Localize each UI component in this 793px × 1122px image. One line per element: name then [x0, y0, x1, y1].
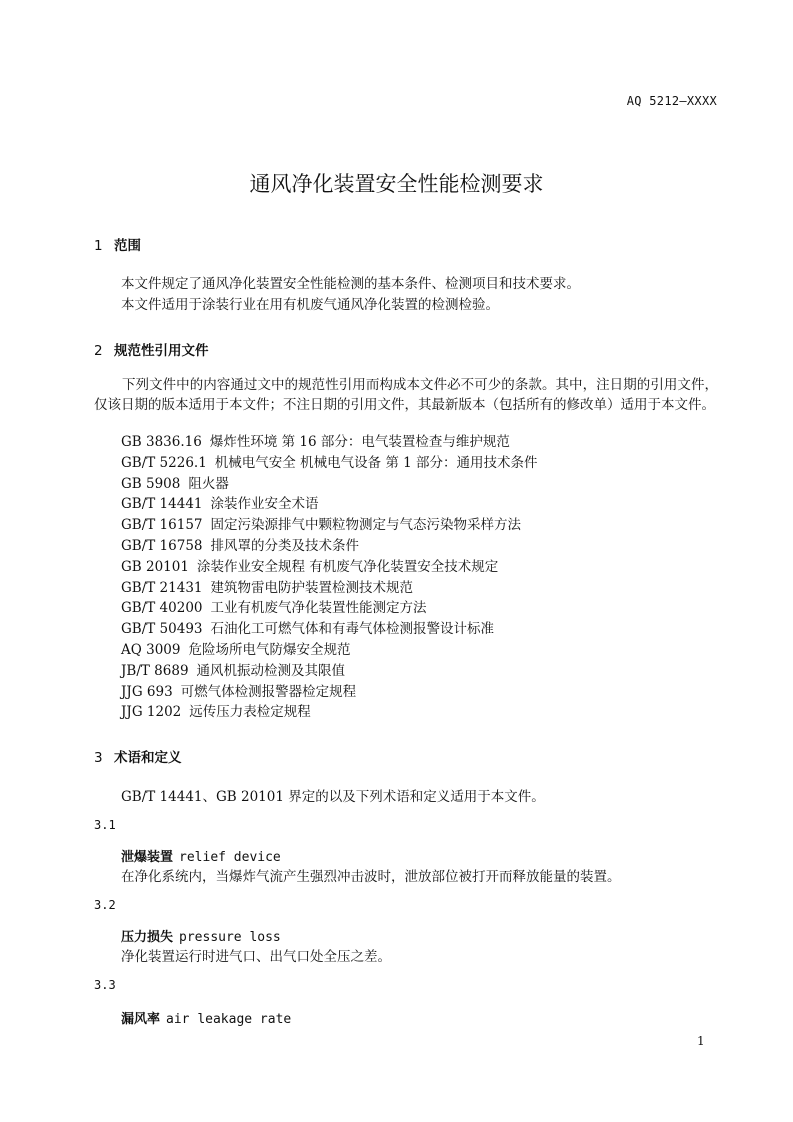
reference-title: 通风机振动检测及其限值	[196, 662, 346, 679]
term-number: 3.1	[94, 818, 116, 832]
term-heading	[121, 926, 281, 945]
reference-code: GB 5908	[121, 475, 181, 492]
scope-paragraph-1: 本文件规定了通风净化装置安全性能检测的基本条件、检测项目和技术要求。	[121, 276, 580, 292]
terms-intro: GB/T 14441、GB 20101 界定的以及下列术语和定义适用于本文件。	[121, 789, 545, 805]
scope-paragraph-2: 本文件适用于涂装行业在用有机废气通风净化装置的检测检验。	[121, 297, 499, 313]
reference-list	[121, 432, 538, 723]
term-en: pressure loss	[179, 930, 281, 945]
reference-title: 固定污染源排气中颗粒物测定与气态污染物采样方法	[210, 517, 521, 534]
page-number: 1	[697, 1034, 705, 1048]
reference-code: GB/T 14441	[121, 496, 203, 513]
term-heading	[121, 846, 281, 865]
reference-code: GB/T 16758	[121, 537, 203, 554]
reference-title: 阻火器	[188, 475, 229, 492]
reference-item	[121, 474, 538, 495]
reference-code: GB 20101	[121, 558, 189, 575]
reference-title: 爆炸性环境 第 16 部分：电气装置检查与维护规范	[209, 434, 510, 450]
reference-item	[121, 432, 538, 453]
section-title: 术语和定义	[114, 750, 182, 766]
reference-item	[121, 661, 538, 682]
section-heading-terms	[94, 746, 182, 766]
term-definition: 在净化系统内，当爆炸气流产生强烈冲击波时，泄放部位被打开而释放能量的装置。	[121, 869, 621, 885]
reference-title: 建筑物雷电防护装置检测技术规范	[210, 579, 413, 596]
term-number: 3.3	[94, 978, 116, 992]
section-title: 范围	[114, 238, 141, 254]
reference-code: AQ 3009	[121, 641, 181, 658]
reference-code: GB/T 40200	[121, 600, 203, 617]
reference-item	[121, 578, 538, 599]
reference-title: 危险场所电气防爆安全规范	[188, 641, 351, 658]
reference-title: 可燃气体检测报警器检定规程	[180, 683, 357, 700]
term-en: relief device	[179, 850, 281, 865]
section-title: 规范性引用文件	[114, 343, 209, 359]
reference-code: JJG 693	[121, 683, 173, 700]
reference-code: GB 3836.16	[121, 434, 202, 450]
reference-code: JJG 1202	[121, 704, 182, 721]
reference-title: 远传压力表检定规程	[189, 704, 311, 721]
reference-title: 石油化工可燃气体和有毒气体检测报警设计标准	[210, 621, 494, 638]
term-zh: 压力损失	[121, 930, 174, 945]
term-zh: 漏风率	[121, 1012, 161, 1027]
references-intro: 下列文件中的内容通过文中的规范性引用而构成本文件必不可少的条款。其中，注日期的引用文件，仅该日期的版本适用于本文件；不注日期的引用文件，其最新版本（包括所有的修改单）适用于本文件。	[94, 377, 718, 413]
reference-code: GB/T 50493	[121, 621, 203, 638]
term-heading	[121, 1008, 291, 1027]
reference-title: 涂装作业安全术语	[210, 496, 319, 513]
reference-item	[121, 515, 538, 536]
reference-item	[121, 598, 538, 619]
reference-code: JB/T 8689	[121, 662, 189, 679]
reference-title: 机械电气安全 机械电气设备 第 1 部分：通用技术条件	[214, 454, 538, 471]
reference-item	[121, 453, 538, 474]
reference-item	[121, 682, 538, 703]
reference-title: 涂装作业安全规程 有机废气净化装置安全技术规定	[196, 558, 499, 575]
reference-title: 排风罩的分类及技术条件	[210, 537, 359, 554]
term-zh: 泄爆装置	[121, 850, 174, 865]
reference-item	[121, 640, 538, 661]
term-definition: 净化装置运行时进气口、出气口处全压之差。	[121, 949, 391, 965]
document-code: AQ 5212—XXXX	[626, 94, 717, 108]
reference-title: 工业有机废气净化装置性能测定方法	[210, 600, 427, 617]
section-number: 2	[94, 343, 103, 359]
reference-code: GB/T 5226.1	[121, 454, 207, 471]
term-number: 3.2	[94, 898, 116, 912]
reference-item	[121, 557, 538, 578]
reference-item	[121, 536, 538, 557]
reference-item	[121, 619, 538, 640]
reference-code: GB/T 16157	[121, 517, 203, 534]
section-heading-normative-references	[94, 339, 209, 359]
reference-item	[121, 702, 538, 723]
term-en: air leakage rate	[166, 1012, 292, 1027]
section-number: 1	[94, 238, 103, 254]
section-heading-scope	[94, 234, 141, 254]
section-number: 3	[94, 750, 103, 766]
reference-item	[121, 494, 538, 515]
reference-code: GB/T 21431	[121, 579, 203, 596]
page-title: 通风净化装置安全性能检测要求	[249, 172, 544, 196]
